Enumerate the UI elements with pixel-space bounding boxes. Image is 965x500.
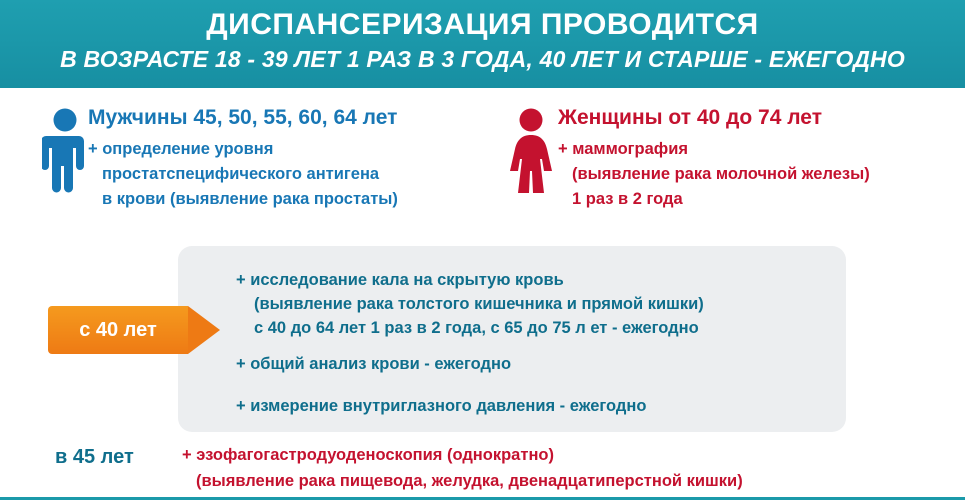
men-detail-line-1: + определение уровня: [88, 140, 274, 158]
women-detail-line-3: 1 раз в 2 года: [572, 190, 683, 208]
header-subtitle: В ВОЗРАСТЕ 18 - 39 ЛЕТ 1 РАЗ В 3 ГОДА, 40 ЛЕТ И СТАРШЕ - ЕЖЕГОДНО: [60, 46, 905, 72]
age45-line-1: + эзофагогастродуоденоскопия (однократно): [182, 446, 554, 464]
men-details: [88, 137, 508, 212]
female-figure-icon: [508, 108, 554, 199]
age45-label: в 45 лет: [55, 446, 134, 468]
panel-item-stool-test: [236, 268, 704, 340]
age40-panel: [178, 246, 846, 432]
men-section: [88, 105, 508, 212]
women-detail-line-1: + маммография: [558, 140, 688, 158]
male-figure-icon: [42, 108, 88, 199]
panel-item-1-line-2: (выявление рака толстого кишечника и прямой кишки): [254, 295, 704, 313]
men-detail-line-2: простатспецифического антигена: [102, 165, 380, 183]
age40-tag: [48, 306, 188, 354]
panel-item-1-line-3: с 40 до 64 лет 1 раз в 2 года, с 65 до 75 л ет - ежегодно: [254, 319, 699, 337]
panel-item-blood-test: [236, 352, 511, 376]
panel-item-eye-pressure: [236, 394, 646, 418]
women-section: [558, 105, 958, 212]
men-detail-line-3: в крови (выявление рака простаты): [102, 190, 398, 208]
header-banner: [0, 0, 965, 88]
header-title: ДИСПАНСЕРИЗАЦИЯ ПРОВОДИТСЯ: [206, 8, 759, 41]
age45-section: [182, 442, 743, 494]
panel-item-3-line-1: + измерение внутриглазного давления - ежегодно: [236, 397, 647, 415]
women-detail-line-2: (выявление рака молочной железы): [572, 165, 870, 183]
women-title: Женщины от 40 до 74 лет: [558, 106, 822, 129]
age40-tag-label: с 40 лет: [79, 318, 157, 341]
age45-line-2: (выявление рака пищевода, желудка, двенадцатиперстной кишки): [196, 472, 743, 490]
panel-item-1-line-1: + исследование кала на скрытую кровь: [236, 271, 564, 289]
panel-item-2-line-1: + общий анализ крови - ежегодно: [236, 355, 512, 373]
women-details: [558, 137, 958, 212]
men-title: Мужчины 45, 50, 55, 60, 64 лет: [88, 106, 398, 129]
age40-tag-arrow-icon: [188, 306, 220, 354]
